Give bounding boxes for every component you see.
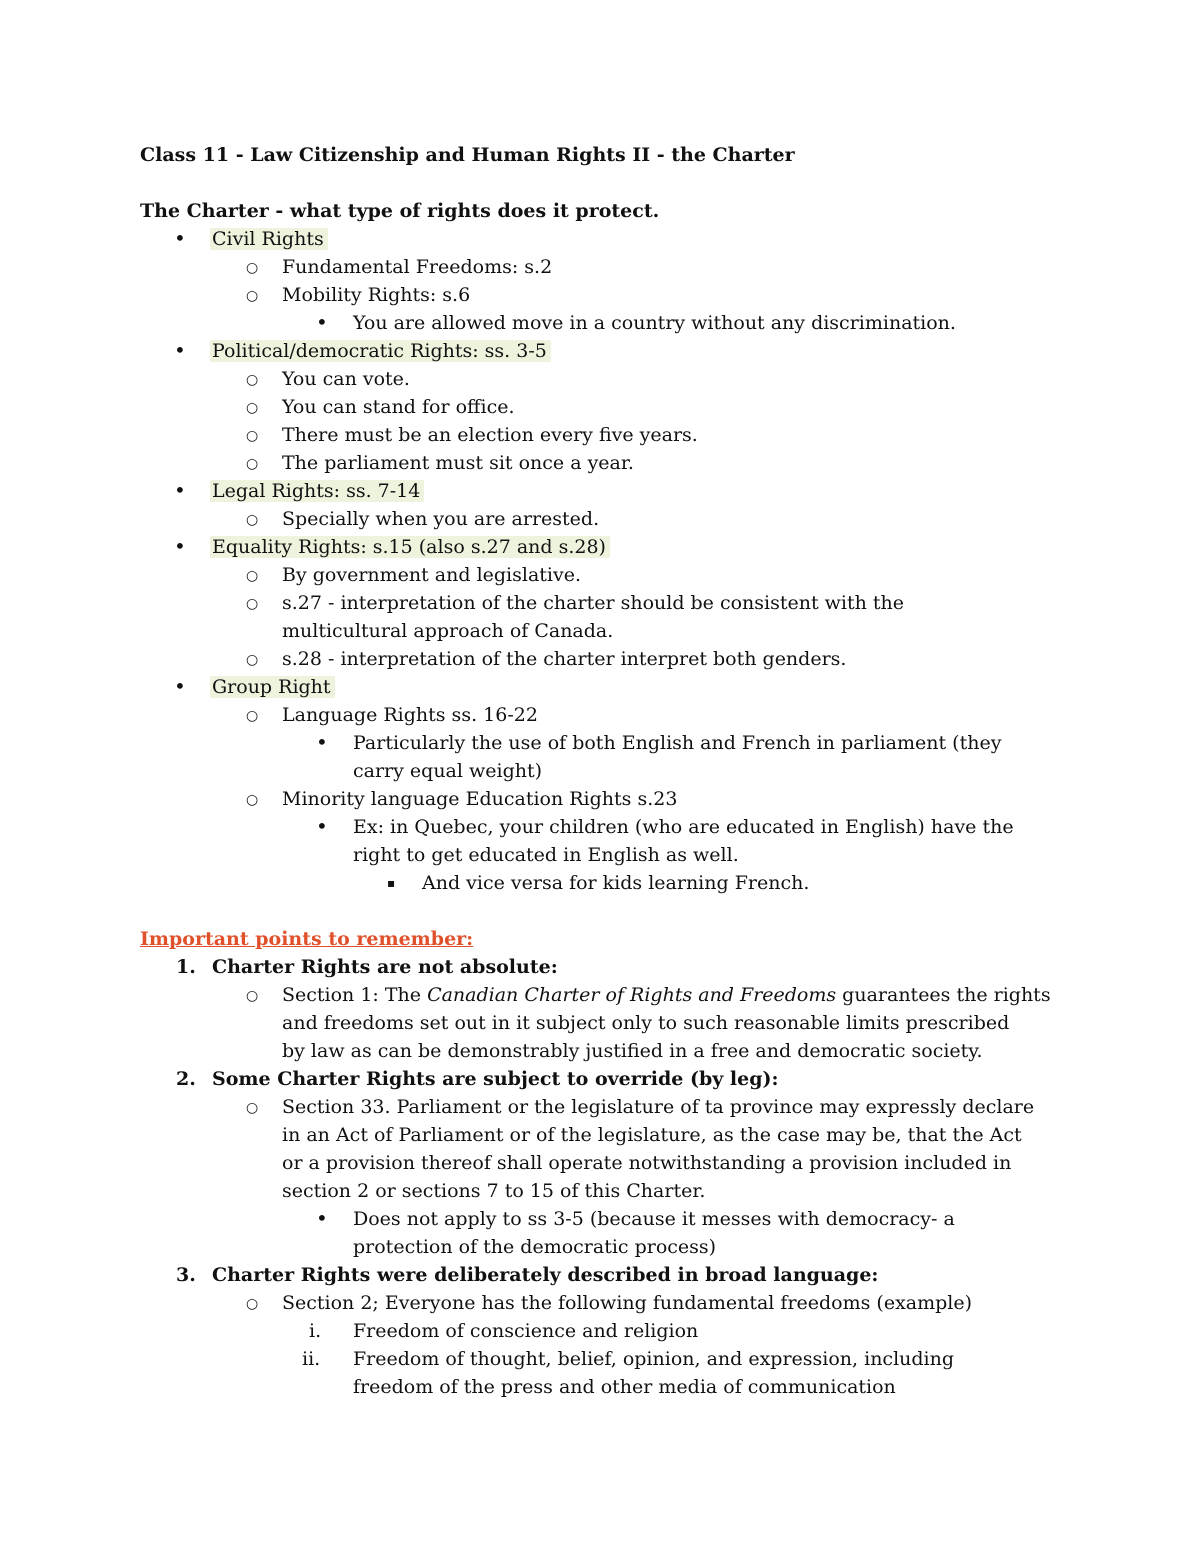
point-title: Charter Rights were deliberately described in broad language: (212, 1264, 879, 1286)
bullet-icon: • (316, 814, 328, 838)
circle-bullet-icon: ○ (246, 260, 259, 276)
bullet-icon: • (174, 534, 186, 558)
list-item-continuation: right to get educated in English as well. (353, 844, 739, 866)
list-item: By government and legislative. (282, 564, 582, 586)
list-number: 1. (176, 956, 196, 978)
circle-bullet-icon: ○ (246, 988, 259, 1004)
bullet-icon: • (174, 338, 186, 362)
roman-numeral: ii. (302, 1348, 321, 1370)
list-item: Freedom of conscience and religion (353, 1320, 699, 1342)
list-item: Ex: in Quebec, your children (who are educated in English) have the (353, 816, 1014, 838)
list-item: Particularly the use of both English and French in parliament (they (353, 732, 1002, 754)
bullet-icon: • (174, 478, 186, 502)
list-item: s.27 - interpretation of the charter should be consistent with the (282, 592, 905, 614)
circle-bullet-icon: ○ (246, 372, 259, 388)
list-item-continuation: protection of the democratic process) (353, 1236, 717, 1258)
list-item: There must be an election every five years. (282, 424, 698, 446)
circle-bullet-icon: ○ (246, 596, 259, 612)
roman-numeral: i. (309, 1320, 322, 1342)
list-item (282, 981, 1051, 1009)
list-item: Fundamental Freedoms: s.2 (282, 256, 553, 278)
section-heading: The Charter - what type of rights does it protect. (140, 200, 660, 222)
circle-bullet-icon: ○ (246, 1100, 259, 1116)
circle-bullet-icon: ○ (246, 512, 259, 528)
highlighted-label: Civil Rights (210, 228, 328, 250)
text-run: guarantees the rights (836, 984, 1051, 1006)
list-item-continuation: section 2 or sections 7 to 15 of this Charter. (282, 1180, 706, 1202)
list-item: Section 2; Everyone has the following fundamental freedoms (example) (282, 1292, 973, 1314)
list-item-continuation: and freedoms set out in it subject only to such reasonable limits prescribed (282, 1012, 1010, 1034)
list-item: Does not apply to ss 3-5 (because it messes with democracy- a (353, 1208, 955, 1230)
list-item: And vice versa for kids learning French. (422, 872, 810, 894)
bullet-icon: • (316, 1206, 328, 1230)
list-item: You are allowed move in a country without any discrimination. (353, 312, 956, 334)
text-run: Section 1: The (282, 984, 428, 1006)
highlighted-label: Legal Rights: ss. 7-14 (210, 480, 424, 502)
circle-bullet-icon: ○ (246, 428, 259, 444)
list-item: You can stand for office. (282, 396, 515, 418)
list-item: Freedom of thought, belief, opinion, and expression, including (353, 1348, 955, 1370)
point-title: Charter Rights are not absolute: (212, 956, 558, 978)
list-item (210, 673, 335, 701)
list-item-continuation: multicultural approach of Canada. (282, 620, 614, 642)
list-item: You can vote. (282, 368, 410, 390)
list-item-continuation: carry equal weight) (353, 760, 543, 782)
list-item (210, 225, 328, 253)
highlighted-label: Equality Rights: s.15 (also s.27 and s.28) (210, 536, 610, 558)
list-item-continuation: freedom of the press and other media of communication (353, 1376, 896, 1398)
bullet-icon: • (316, 310, 328, 334)
circle-bullet-icon: ○ (246, 288, 259, 304)
list-item: The parliament must sit once a year. (282, 452, 634, 474)
circle-bullet-icon: ○ (246, 1296, 259, 1312)
list-item: s.28 - interpretation of the charter interpret both genders. (282, 648, 847, 670)
highlighted-label: Political/democratic Rights: ss. 3-5 (210, 340, 551, 362)
list-item (210, 337, 551, 365)
list-item: Minority language Education Rights s.23 (282, 788, 678, 810)
list-item-continuation: or a provision thereof shall operate notwithstanding a provision included in (282, 1152, 1012, 1174)
list-item: Language Rights ss. 16-22 (282, 704, 538, 726)
bullet-icon: • (316, 730, 328, 754)
circle-bullet-icon: ○ (246, 568, 259, 584)
list-item (210, 533, 610, 561)
point-title: Some Charter Rights are subject to override (by leg): (212, 1068, 779, 1090)
circle-bullet-icon: ○ (246, 400, 259, 416)
circle-bullet-icon: ○ (246, 792, 259, 808)
important-heading: Important points to remember: (140, 928, 474, 950)
circle-bullet-icon: ○ (246, 456, 259, 472)
list-number: 2. (176, 1068, 196, 1090)
list-number: 3. (176, 1264, 196, 1286)
list-item-continuation: by law as can be demonstrably justified in a free and democratic society. (282, 1040, 983, 1062)
italic-title: Canadian Charter of Rights and Freedoms (427, 984, 837, 1006)
list-item: Specially when you are arrested. (282, 508, 600, 530)
circle-bullet-icon: ○ (246, 652, 259, 668)
list-item: Mobility Rights: s.6 (282, 284, 471, 306)
document-title: Class 11 - Law Citizenship and Human Rights II - the Charter (140, 144, 795, 166)
list-item-continuation: in an Act of Parliament or of the legislature, as the case may be, that the Act (282, 1124, 1022, 1146)
list-item: Section 33. Parliament or the legislature of ta province may expressly declare (282, 1096, 1035, 1118)
list-item (210, 477, 424, 505)
circle-bullet-icon: ○ (246, 708, 259, 724)
square-bullet-icon: ▪ (387, 876, 396, 890)
bullet-icon: • (174, 674, 186, 698)
bullet-icon: • (174, 226, 186, 250)
highlighted-label: Group Right (210, 676, 335, 698)
